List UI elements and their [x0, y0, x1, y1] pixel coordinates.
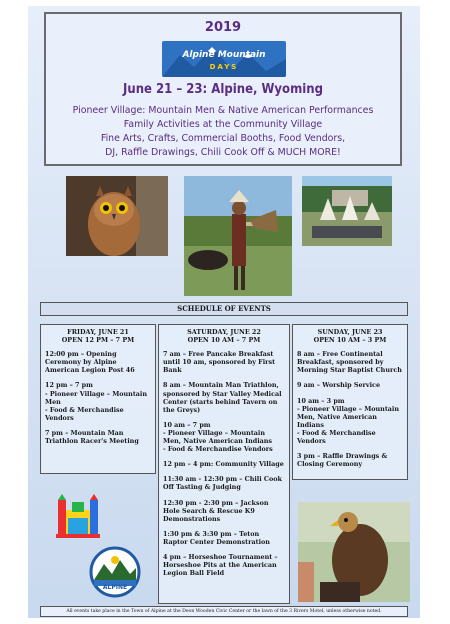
highlight-line-3: Fine Arts, Crafts, Commercial Booths, Food Vendors,: [100, 133, 346, 144]
flyer-page: [28, 6, 420, 618]
footer-note: All events take place in the Town of Alpine at the Deon Wooden Civic Center or the lawn of the 3 Rivers Motel, unless otherwise noted.: [40, 606, 408, 617]
highlight-line-4: DJ, Raffle Drawings, Chili Cook Off & MUCH MORE!: [105, 147, 341, 158]
saturday-event: 1:30 pm & 3:30 pm – Teton Raptor Center Demonstration: [163, 529, 270, 546]
saturday-column: [158, 324, 290, 604]
friday-event: 12 pm – 7 pm - Pioneer Village – Mountain Men - Food & Merchandise Vendors: [45, 381, 147, 422]
friday-event: 12:00 pm – Opening Ceremony by Alpine American Legion Post 46: [45, 350, 135, 375]
highlight-line-2: Family Activities at the Community Village: [123, 119, 323, 130]
friday-hours: OPEN 12 PM – 7 PM: [61, 336, 135, 345]
friday-date: FRIDAY, JUNE 21: [67, 328, 129, 336]
sunday-event: 10 am – 3 pm - Pioneer Village – Mountain Men, Native American Indians - Food & Merchandise Vendors: [297, 396, 399, 446]
friday-column: [40, 324, 156, 474]
logo-days: DAYS: [209, 63, 239, 71]
logo-title: Alpine Mountain: [182, 50, 266, 60]
sunday-event: 3 pm – Raffle Drawings & Closing Ceremony: [297, 452, 388, 469]
sunday-event: 9 am – Worship Service: [297, 381, 381, 390]
tipi-village-photo: [302, 176, 392, 246]
saturday-heading: [163, 328, 285, 344]
saturday-event: 4 pm – Horseshoe Tournament – Horseshoe Pits at the American Legion Ball Field: [163, 552, 278, 578]
native-dancer-photo: [184, 176, 292, 296]
sunday-date: SUNDAY, JUNE 23: [317, 328, 383, 336]
friday-event: 7 pm – Mountain Man Triathlon Racer's Meeting: [45, 428, 139, 446]
town-logo-text: ALPINE: [102, 584, 128, 591]
saturday-event: 12 pm – 4 pm: Community Village: [163, 460, 284, 469]
saturday-hours: OPEN 10 AM – 7 PM: [187, 336, 261, 345]
eagle-photo: [298, 502, 410, 602]
sunday-event: 8 am – Free Continental Breakfast, sponsored by Morning Star Baptist Church: [297, 350, 402, 375]
sunday-column: [292, 324, 408, 480]
sunday-hours: OPEN 10 AM – 3 PM: [313, 336, 387, 345]
header-box: [44, 12, 402, 166]
friday-heading: [45, 328, 151, 344]
saturday-event: 8 am – Mountain Man Triathlon, sponsored by Star Valley Medical Center (starts behind Tavern on the Greys): [163, 381, 282, 414]
saturday-event: 7 am – Free Pancake Breakfast until 10 am, sponsored by First Bank: [163, 350, 276, 375]
saturday-event: 10 am – 7 pm - Pioneer Village – Mountain Men, Native American Indians - Food & Merchandise Vendors: [163, 420, 273, 454]
year-title: 2019: [204, 20, 242, 35]
saturday-date: SATURDAY, JUNE 22: [187, 328, 261, 336]
event-dates: June 21 – 23: Alpine, Wyoming: [123, 82, 323, 97]
town-of-alpine-logo: [84, 546, 146, 598]
saturday-event: 11:30 am - 12:30 pm – Chili Cook Off Tasting & Judging: [163, 475, 282, 492]
bounce-house-image: [54, 492, 102, 540]
schedule-title: SCHEDULE OF EVENTS: [40, 302, 408, 316]
highlight-line-1: Pioneer Village: Mountain Men & Native American Performances: [72, 105, 374, 116]
alpine-mountain-days-logo: [162, 41, 286, 77]
sunday-heading: [297, 328, 403, 344]
owl-photo: [66, 176, 168, 256]
saturday-event: 12:30 pm - 2:30 pm – Jackson Hole Search & Rescue K9 Demonstrations: [163, 498, 269, 523]
